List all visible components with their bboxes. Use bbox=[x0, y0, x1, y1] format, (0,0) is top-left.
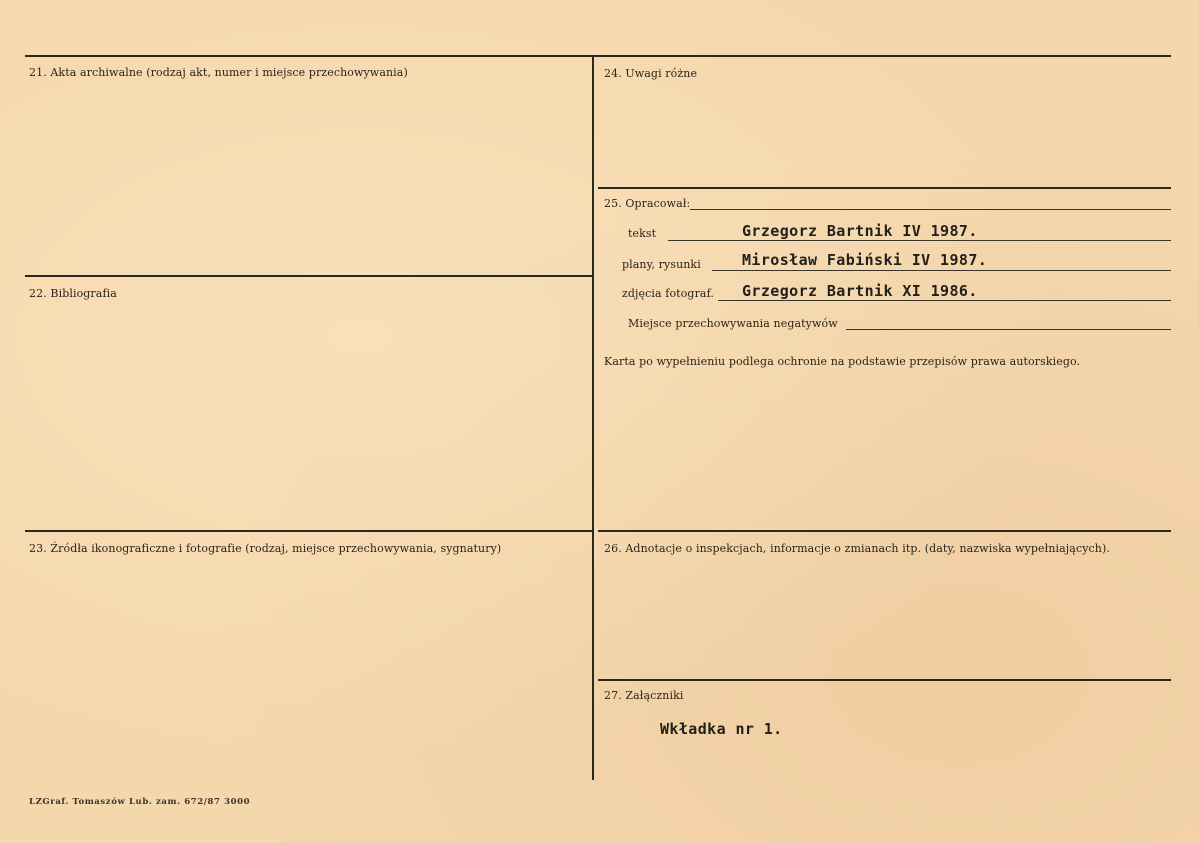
rule-21-22 bbox=[25, 275, 592, 277]
section-22-label: 22. Bibliografia bbox=[29, 287, 117, 300]
tekst-line bbox=[668, 240, 1171, 241]
section-25-label: 25. Opracował: bbox=[604, 197, 691, 210]
rule-22-23 bbox=[25, 530, 592, 532]
negatywy-line bbox=[846, 329, 1171, 330]
zdjecia-line bbox=[718, 300, 1171, 301]
zalaczniki-value: Wkładka nr 1. bbox=[660, 720, 783, 738]
rule-25-26 bbox=[598, 530, 1171, 532]
opracowal-line bbox=[690, 209, 1171, 210]
plany-line bbox=[712, 270, 1171, 271]
section-24-label: 24. Uwagi różne bbox=[604, 67, 698, 80]
center-divider bbox=[592, 55, 594, 780]
negatywy-label: Miejsce przechowywania negatywów bbox=[628, 317, 838, 330]
top-rule bbox=[25, 55, 1171, 57]
zdjecia-label: zdjęcia fotograf. bbox=[622, 287, 714, 300]
tekst-label: tekst bbox=[628, 227, 657, 240]
tekst-value: Grzegorz Bartnik IV 1987. bbox=[742, 222, 978, 240]
copyright-note: Karta po wypełnieniu podlega ochronie na podstawie przepisów prawa autorskiego. bbox=[604, 355, 1081, 368]
printer-imprint: LZGraf. Tomaszów Lub. zam. 672/87 3000 bbox=[29, 797, 251, 807]
rule-24-25 bbox=[598, 187, 1171, 189]
section-21-label: 21. Akta archiwalne (rodzaj akt, numer i miejsce przechowywania) bbox=[29, 66, 408, 79]
plany-value: Mirosław Fabiński IV 1987. bbox=[742, 251, 988, 269]
section-23-label: 23. Źródła ikonograficzne i fotografie (rodzaj, miejsce przechowywania, sygnatury) bbox=[29, 542, 502, 555]
section-26-label: 26. Adnotacje o inspekcjach, informacje o zmianach itp. (daty, nazwiska wypełniających). bbox=[604, 542, 1110, 555]
plany-label: plany, rysunki bbox=[622, 258, 701, 271]
section-27-label: 27. Załączniki bbox=[604, 689, 684, 702]
rule-26-27 bbox=[598, 679, 1171, 681]
zdjecia-value: Grzegorz Bartnik XI 1986. bbox=[742, 282, 978, 300]
